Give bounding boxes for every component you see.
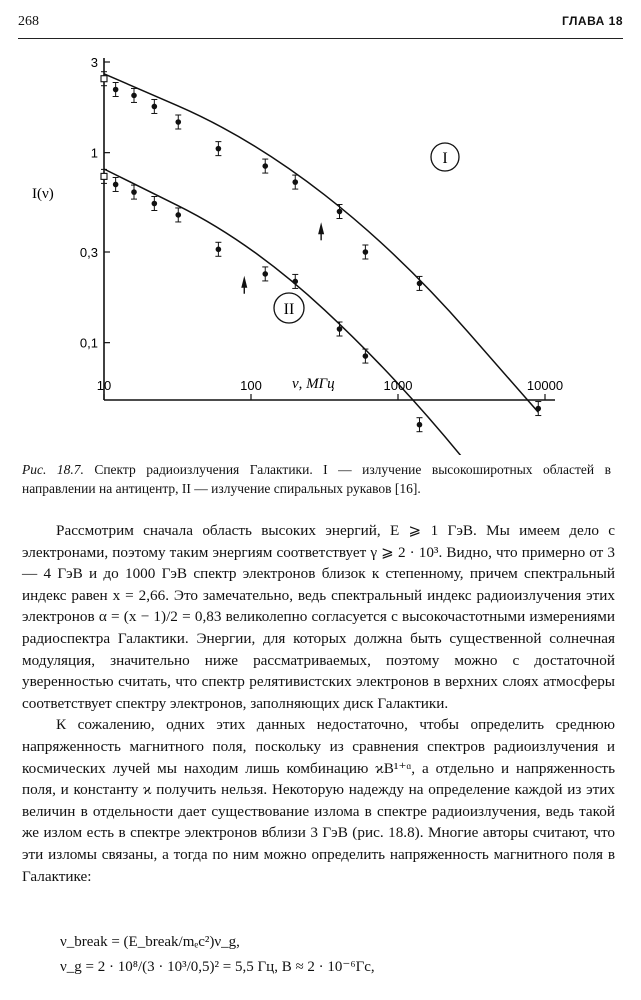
- curve-label-II: II: [283, 301, 295, 318]
- data-point-I-9: [363, 249, 369, 255]
- caption-label: Рис. 18.7.: [22, 462, 84, 477]
- page-number: 268: [18, 14, 39, 29]
- data-point-II-3: [152, 201, 158, 207]
- x-tick-label-1: 100: [240, 378, 262, 393]
- fit-line-I: [104, 74, 538, 413]
- limit-arrow-head-II-0: [241, 276, 247, 288]
- chapter-title: ГЛАВА 18: [561, 14, 623, 28]
- x-tick-label-3: 10000: [526, 378, 564, 393]
- data-point-II-6: [262, 271, 268, 277]
- data-point-II-10: [417, 422, 423, 428]
- data-point-II-7: [292, 279, 298, 285]
- data-point-II-0: [101, 173, 107, 179]
- data-point-II-8: [337, 326, 343, 332]
- data-point-II-1: [113, 182, 119, 188]
- paragraph-1: Рассмотрим сначала область высоких энергий, E ⩾ 1 ГэВ. Мы имеем дело с электронами, поэтому таким энергиям соответствует γ ⩾ 2 · 10³. Видно, что примерно от 3 — 4 ГэВ и до 1000 ГэВ спектр электронов близок к степенному, причем спектральный индекс равен x = 2,66. Это замечательно, ведь спектральный индекс радиоизлучения этих электронов α = (x − 1)/2 = 0,83 великолепно согласуется с высокочастотными измерениями радиоспектра Галактики. Энергии, для которых должна быть существенной солнечная модуляция, значительно ниже рассматриваемых, поэтому можно с достаточной уверенностью считать, что спектр релятивистских электронов в верхних слоях атмосферы соответствует спектру электронов, заполняющих диск Галактики.: [22, 522, 615, 712]
- y-tick-label-1: 1: [90, 145, 98, 161]
- data-point-I-0: [101, 76, 107, 82]
- radio-spectrum-chart: [0, 40, 641, 455]
- y-tick-label-0: 3: [90, 55, 98, 70]
- fit-line-II: [104, 169, 538, 455]
- data-point-I-2: [131, 93, 137, 99]
- page-header: [18, 14, 623, 34]
- formula-line-2: ν_g = 2 · 10⁸/(3 · 10³/0,5)² = 5,5 Гц, B ≈ 2 · 10⁻⁶Гс,: [60, 959, 375, 975]
- data-point-I-8: [337, 209, 343, 215]
- data-point-I-7: [292, 179, 298, 185]
- data-point-I-6: [262, 163, 268, 169]
- fit-lines-layer: [104, 74, 538, 455]
- data-points-layer: [101, 72, 541, 455]
- y-tick-label-2: 0,3: [79, 245, 98, 260]
- body-text: [22, 520, 615, 887]
- data-point-II-5: [216, 246, 222, 252]
- data-point-II-9: [363, 353, 369, 359]
- data-point-I-10: [417, 281, 423, 287]
- curve-label-I: I: [442, 150, 448, 167]
- formula-block: [60, 930, 375, 980]
- y-tick-label-3: 0,1: [79, 335, 98, 351]
- y-axis-label: I(ν): [32, 186, 54, 202]
- header-rule: [18, 38, 623, 39]
- data-point-I-1: [113, 87, 119, 93]
- paragraph-2: К сожалению, одних этих данных недостаточно, чтобы определить среднюю напряженность магнитного поля, поскольку из сравнения спектров радиоизлучения и космических лучей мы находим лишь комбинацию ϰB¹⁺ᵅ, а отдельно и напряженность поля, и константу ϰ получить нельзя. Некоторую надежду на определение каждой из этих величин в отдельности дает существование излома в спектре радиоизлучения, ведь такой же излом есть в спектре электронов вблизи 3 ГэВ (рис. 18.8). Многие авторы считают, что эти изломы связаны, а тогда по ним можно определить напряженность магнитного поля в Галактике:: [22, 716, 615, 885]
- data-point-II-4: [175, 212, 181, 218]
- data-point-I-11: [535, 406, 541, 412]
- data-point-II-2: [131, 189, 137, 195]
- data-point-I-5: [216, 146, 222, 152]
- data-point-I-3: [152, 104, 158, 110]
- caption-text: Спектр радиоизлучения Галактики. I — излучение высокоширотных областей в направлении на антицентр, II — излучение спиральных рукавов [16].: [22, 462, 611, 496]
- data-point-I-4: [175, 119, 181, 125]
- x-tick-label-0: 10: [96, 378, 112, 393]
- x-axis-label: ν, МГц: [292, 376, 335, 392]
- x-tick-label-2: 1000: [383, 378, 413, 393]
- limit-arrow-head-I-0: [318, 222, 324, 234]
- formula-line-1: ν_break = (E_break/mₑc²)ν_g,: [60, 934, 240, 950]
- figure-caption: [22, 460, 611, 498]
